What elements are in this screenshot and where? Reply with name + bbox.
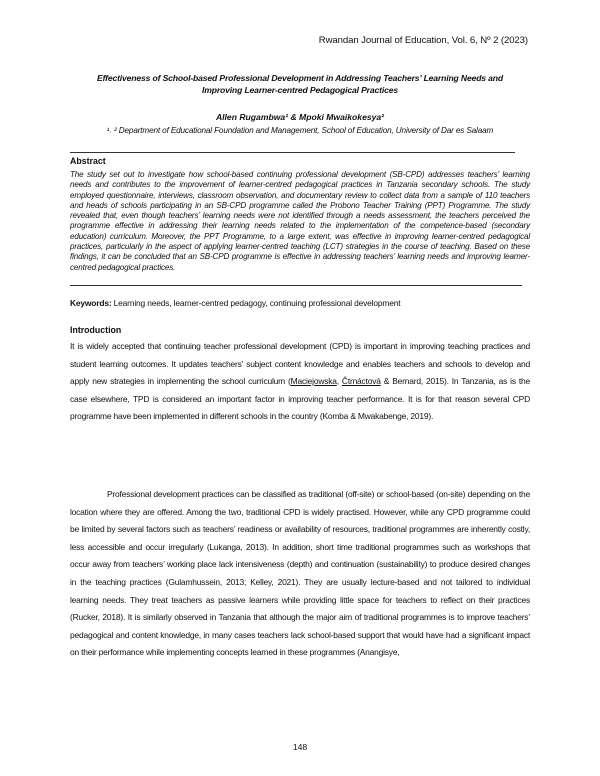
page-number: 148 xyxy=(292,742,308,752)
p1-separator: , xyxy=(336,376,342,387)
abstract-top-rule xyxy=(70,152,515,153)
title-line-2: Improving Learner-centred Pedagogical Practices xyxy=(202,85,398,95)
article-title xyxy=(70,72,530,96)
keywords-text: Learning needs, learner-centred pedagogy, continuing professional development xyxy=(113,298,401,308)
title-line-1: Effectiveness of School-based Professional Development in Addressing Teachers’ Learning Needs and xyxy=(96,73,504,83)
introduction-heading: Introduction xyxy=(70,325,122,335)
citation-link-ctrnactova[interactable]: Čtrnáctová xyxy=(341,376,381,387)
affiliation: ¹˒ ² Department of Educational Foundation and Management, School of Education, University of Dar es Salaam xyxy=(106,126,494,135)
abstract-text: The study set out to investigate how school-based continuing professional development (SB-CPD) addresses teachers’ learning needs and contributes to the improvement of learner-centred pedagogical practices in Tanzania secondary schools. The study employed questionnaire, interviews, classroom observation, and documentary review to collect data from a sample of 110 teachers and heads of schools participating in an SB-CPD programme called the Probono Teacher Training (PPT) Programme. The study revealed that, even though teachers’ learning needs were not identified through a needs assessment, the teachers perceived the programme effective in addressing their learning needs related to the implementation of the competence-based (secondary education) curriculum. Moreover, the PPT Programme, to a large extent, was effective in improving learner-centred pedagogical practices, particularly in the aspect of applying learner-centred teaching (LCT) strategies in the course of teaching. Based on these findings, it can be concluded that an SB-CPD programme is effective in addressing teachers’ learning needs and improving learner-centred pedagogical practices. xyxy=(70,170,530,272)
introduction-paragraph-1 xyxy=(70,338,530,426)
authors: Allen Rugambwa¹ & Mpoki Mwaikokesya² xyxy=(215,112,385,122)
p1-text-after: & Bernard, 2015). In Tanzania, as is the case elsewhere, TPD is considered an important factor in improving teacher performance. It is for that reason several CPD programme have been implemented in different schools in the country (Komba & Mwakabenge, 2019). xyxy=(70,376,530,422)
introduction-paragraph-2: Professional development practices can be classified as traditional (off-site) or school-based (on-site) depending on the location where they are offered. Among the two, traditional CPD is widely practised. However, while any CPD programme could be limited by several factors such as teachers’ readiness or availability of resources, traditional programmes are inherently costly, less accessible and occur irregularly (Lukanga, 2013). In addition, short time traditional programmes such as workshops that occur away from teachers’ working place lack intensiveness (depth) and continuation (sustainability) to produce desired changes in the teaching practices (Gulamhussein, 2013; Kelley, 2021). They are usually lecture-based and not tailored to individual learning needs. They treat teachers as passive learners while providing little space for teachers to reflect on their practices (Rucker, 2018). It is similarly observed in Tanzania that although the major aim of traditional programmes is to improve teachers’ pedagogical and content knowledge, in many cases teachers lack school-based support that would have had a significant impact on their performance while implementing concepts learned in these programmes (Anangisye, xyxy=(70,489,530,658)
running-head: Rwandan Journal of Education, Vol. 6, Nº 2 (2023) xyxy=(318,35,528,46)
abstract-bottom-rule xyxy=(70,285,522,286)
keywords xyxy=(70,298,530,308)
citation-link-maciejowska[interactable]: Maciejowska xyxy=(290,376,337,387)
keywords-label: Keywords: xyxy=(70,298,112,308)
p1-text-before: It is widely accepted that continuing teacher professional development (CPD) is important in improving teaching practices and student learning outcomes. It updates teachers’ subject content knowledge and enables teachers and schools to develop and apply new strategies in implementing the school curriculum ( xyxy=(70,341,530,387)
abstract-heading: Abstract xyxy=(70,156,106,166)
